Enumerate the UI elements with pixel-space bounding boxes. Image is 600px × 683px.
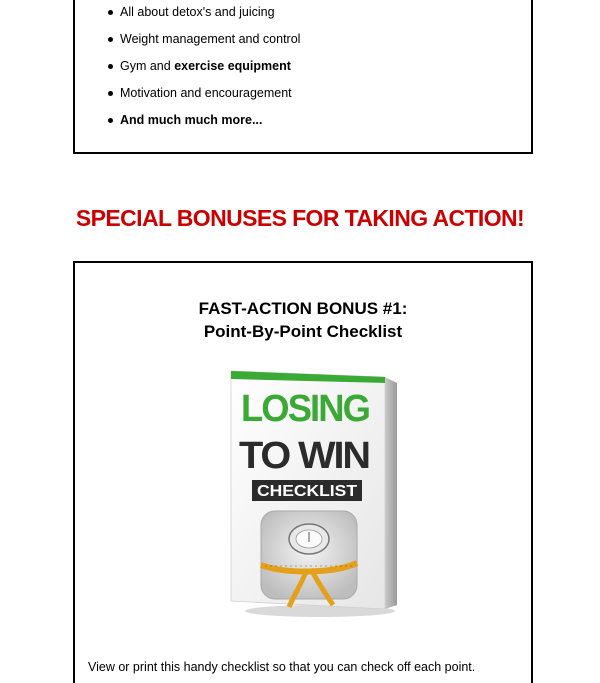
features-box [73,0,533,154]
feature-text-bold: exercise equipment [174,59,291,73]
list-item [106,58,300,74]
list-item [106,31,300,47]
checklist-ebook-cover [225,369,400,619]
feature-text: Motivation and encouragement [120,86,292,100]
bonus-box [73,261,533,683]
list-item [106,4,300,20]
bullet-icon [108,10,113,15]
special-bonuses-heading: SPECIAL BONUSES FOR TAKING ACTION! [75,205,525,231]
bonus-title [75,297,531,343]
cover-title-line1: LOSING [241,388,370,430]
feature-text-bold: And much much more... [120,113,263,127]
features-list [106,4,300,139]
feature-text: All about detox's and juicing [120,5,275,19]
feature-text: Gym and [120,59,175,73]
list-item [106,112,300,128]
bullet-icon [108,64,113,69]
bonus-title-line2: Point-By-Point Checklist [203,322,403,341]
bullet-icon [108,37,113,42]
feature-text: Weight management and control [120,32,301,46]
bullet-icon [108,118,113,123]
cover-title-line3: CHECKLIST [257,483,358,500]
list-item [106,85,300,101]
cover-title-line2: TO WIN [239,435,369,477]
bonus-description: View or print this handy checklist so that you can check off each point. [88,660,476,674]
bonus-title-line1: FAST-ACTION BONUS #1: [198,299,408,318]
bullet-icon [108,91,113,96]
